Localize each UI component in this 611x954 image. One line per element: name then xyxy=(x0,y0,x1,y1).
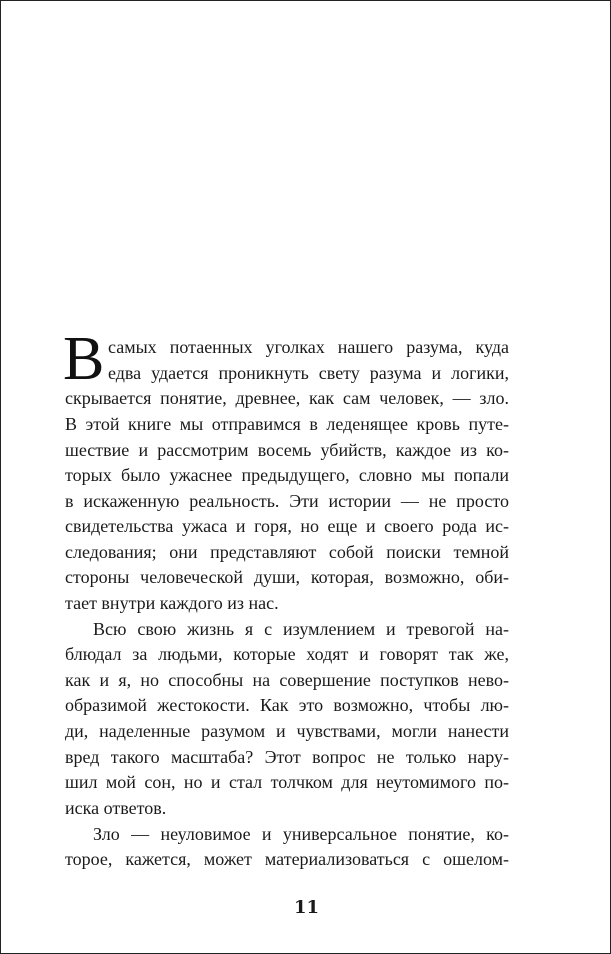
text-line: В этой книге мы отправимся в леденящее кровь путе- xyxy=(65,414,509,434)
text-line: шествие и рассмотрим восемь убийств, каждое из ко- xyxy=(65,440,509,460)
text-line: едва удается проникнуть свету разума и логики, xyxy=(108,363,509,383)
text-line: самых потаенных уголках нашего разума, куда xyxy=(108,337,509,357)
page-number: 11 xyxy=(293,897,320,918)
text-line: вред такого масштаба? Этот вопрос не только нару- xyxy=(65,747,509,767)
drop-cap: В xyxy=(63,325,105,393)
text-line: свидетельства ужаса и горя, но еще и своего рода ис- xyxy=(65,516,509,536)
text-line: в искаженную реальность. Эти истории — не просто xyxy=(65,491,509,511)
text-line: ди, наделенные разумом и чувствами, могли нанести xyxy=(65,721,509,741)
text-line: как и я, но способны на совершение поступков нево- xyxy=(65,670,509,690)
text-line: торое, кажется, может материализоваться с ошелом- xyxy=(65,849,509,869)
text-line: скрывается понятие, древнее, как сам человек, — зло. xyxy=(65,388,509,408)
text-line: тает внутри каждого из нас. xyxy=(65,593,279,613)
text-line: Всю свою жизнь я с изумлением и тревогой на- xyxy=(93,619,509,639)
text-line: торых было ужаснее предыдущего, словно мы попали xyxy=(65,465,509,485)
text-line: образимой жестокости. Как это возможно, чтобы лю- xyxy=(65,695,509,715)
text-line: шил мой сон, но и стал толчком для неутомимого по- xyxy=(65,772,509,792)
text-line: Зло — неуловимое и универсальное понятие, ко- xyxy=(93,824,509,844)
text-line: стороны человеческой души, которая, возможно, оби- xyxy=(65,567,509,587)
text-line: следования; они представляют собой поиски темной xyxy=(65,542,509,562)
text-line: иска ответов. xyxy=(65,798,167,818)
text-line: блюдал за людьми, которые ходят и говорят так же, xyxy=(65,644,509,664)
